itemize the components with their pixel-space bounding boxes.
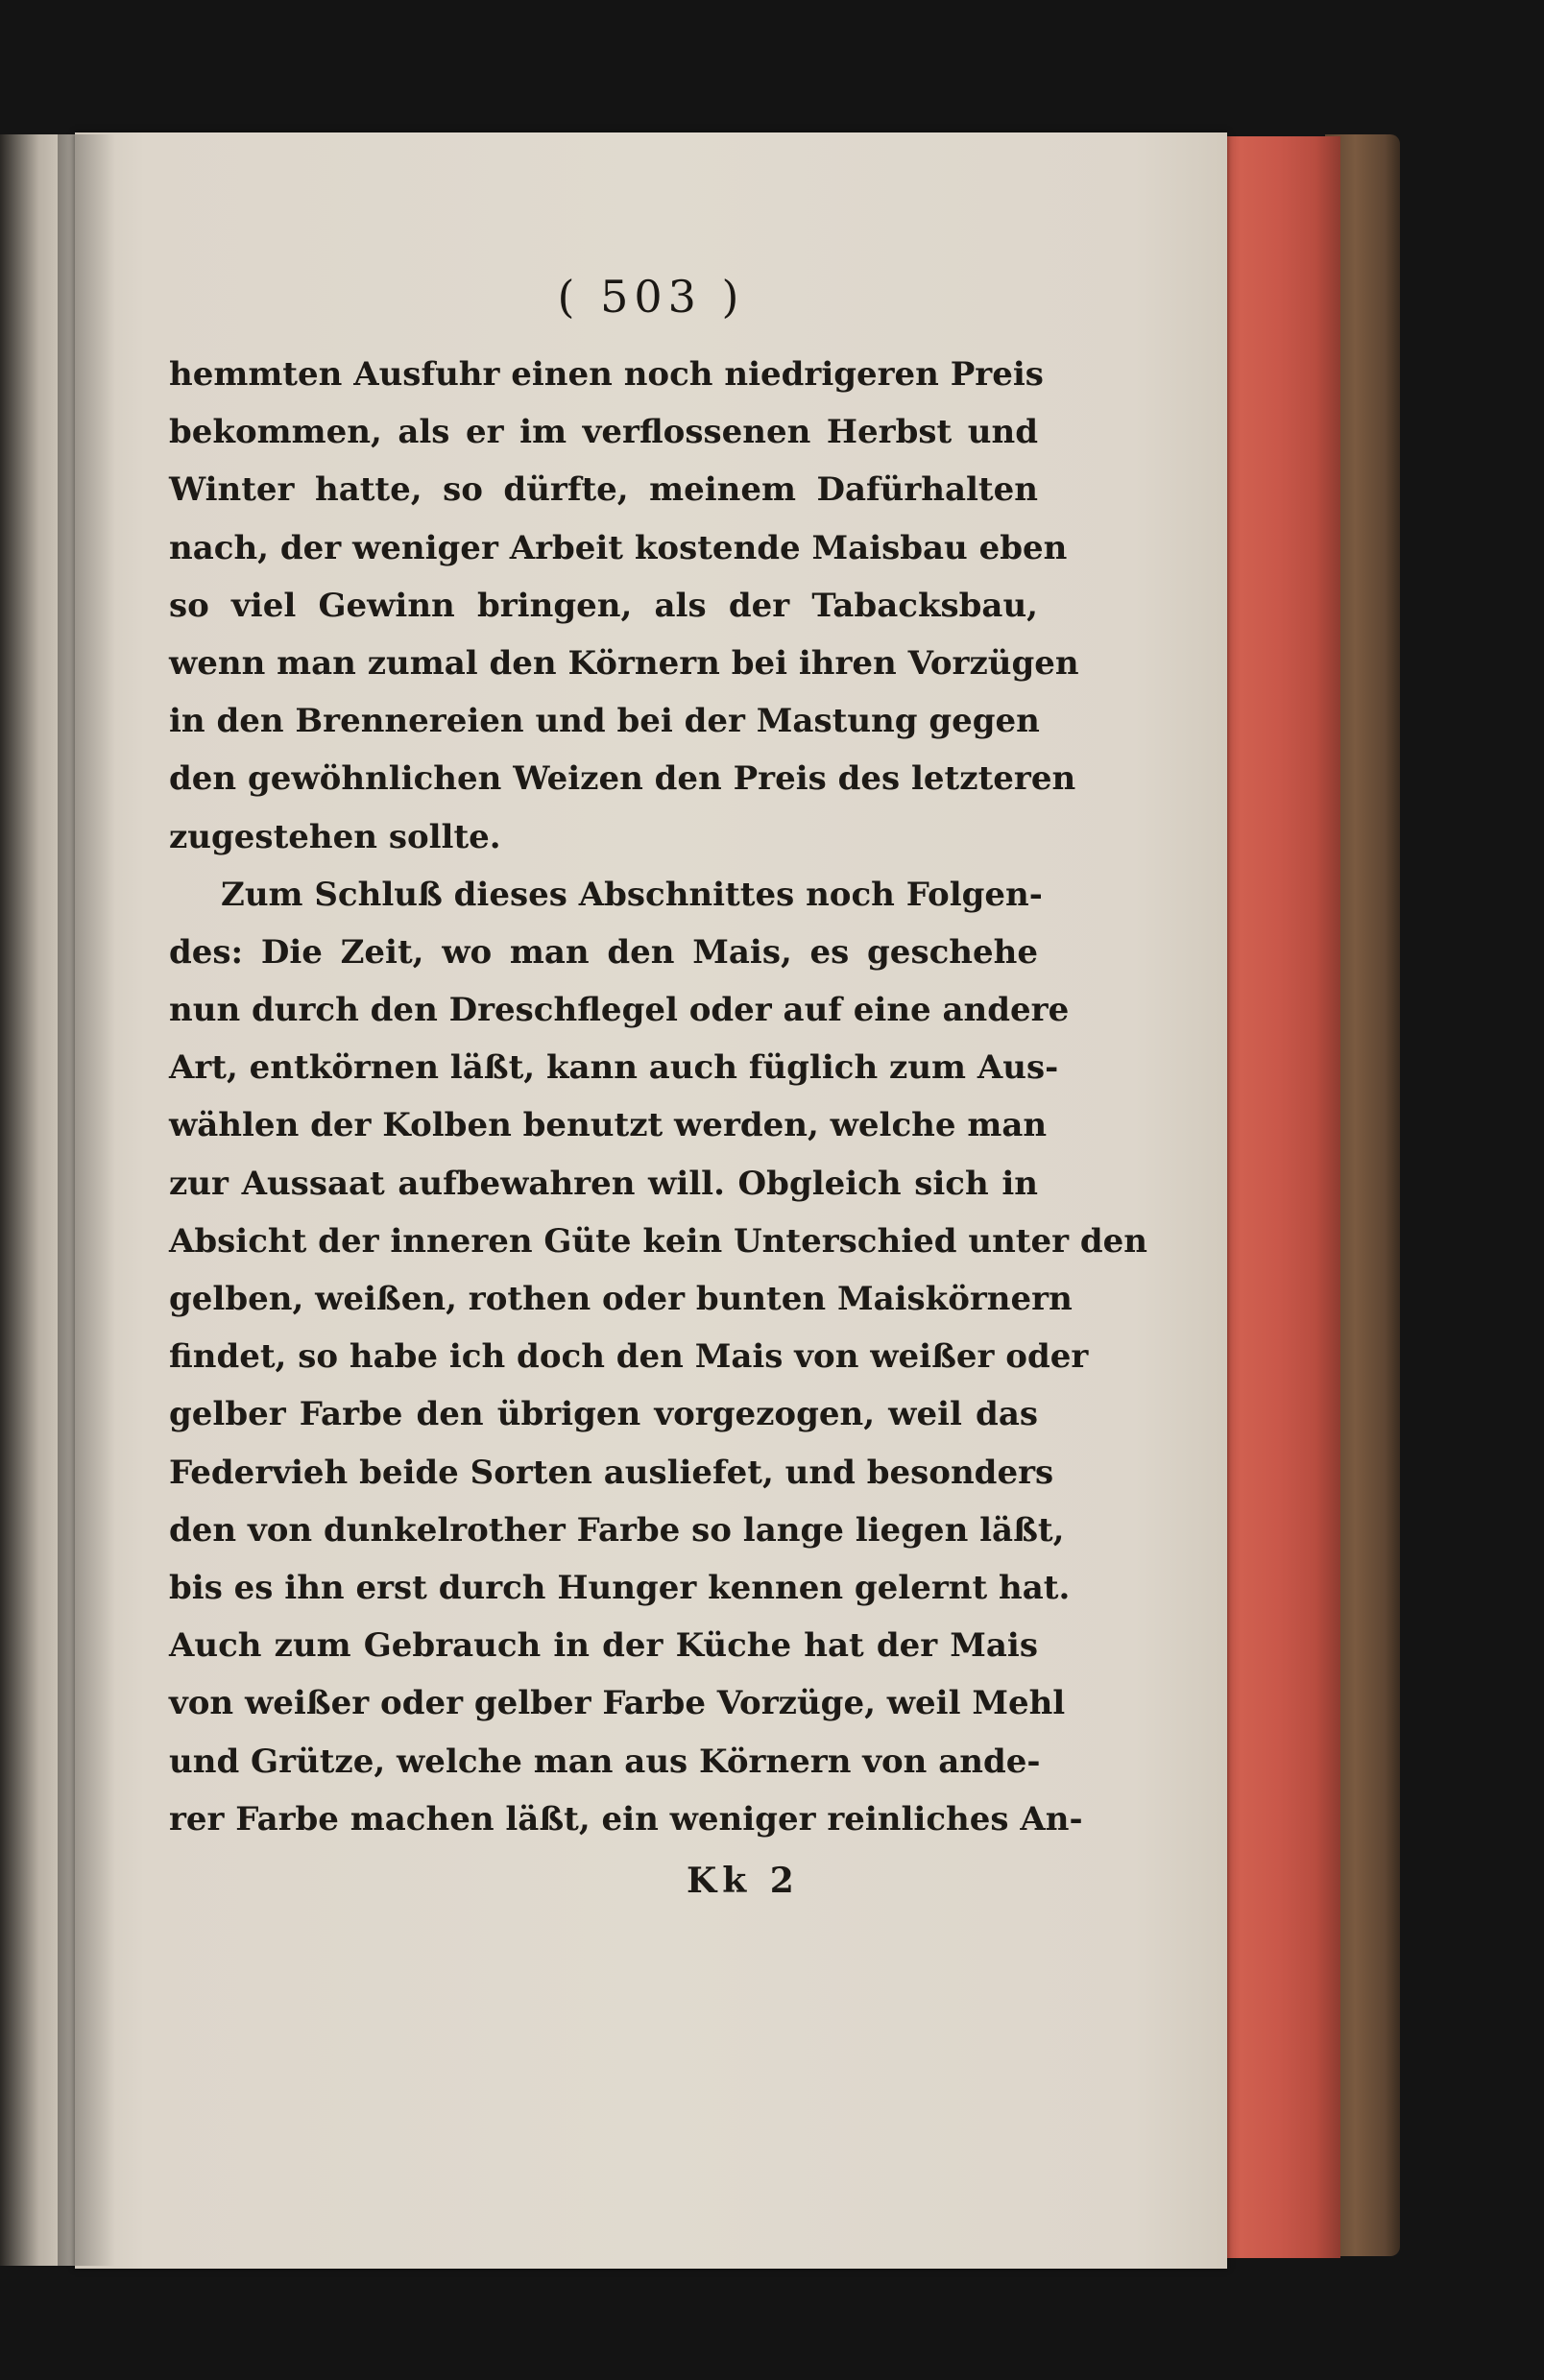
text-line: nun durch den Dreschflegel oder auf eine andere bbox=[169, 991, 1070, 1030]
text-line: Winter hatte, so dürfte, meinem Dafürhalten bbox=[169, 470, 1038, 510]
text-line: gelber Farbe den übrigen vorgezogen, weil das bbox=[169, 1395, 1038, 1434]
text-line: nach, der weniger Arbeit kostende Maisbau eben bbox=[169, 528, 1068, 567]
text-line: Auch zum Gebrauch in der Küche hat der Mais bbox=[169, 1626, 1038, 1666]
text-line: hemmten Ausfuhr einen noch niedrigeren Preis bbox=[169, 355, 1044, 394]
text-line: wenn man zumal den Körnern bei ihren Vorzügen bbox=[169, 643, 1079, 683]
text-line: wählen der Kolben benutzt werden, welche man bbox=[169, 1106, 1048, 1145]
body-text bbox=[169, 346, 1148, 1848]
text-line: von weißer oder gelber Farbe Vorzüge, weil Mehl bbox=[169, 1684, 1066, 1723]
gutter-shadow bbox=[58, 134, 115, 2266]
text-line: rer Farbe machen läßt, ein weniger reinliches An- bbox=[169, 1799, 1083, 1839]
text-line: Absicht der inneren Güte kein Unterschied unter den bbox=[169, 1221, 1148, 1261]
text-line: so viel Gewinn bringen, als der Tabacksbau, bbox=[169, 586, 1038, 625]
page-header: ( 503 ) bbox=[557, 271, 745, 323]
text-line: zugestehen sollte. bbox=[169, 817, 501, 856]
text-line: bis es ihn erst durch Hunger kennen gelernt hat. bbox=[169, 1568, 1071, 1607]
red-page-block-edge bbox=[1216, 136, 1340, 2258]
text-line: zur Aussaat aufbewahren will. Obgleich sich in bbox=[169, 1164, 1038, 1203]
text-line: bekommen, als er im verflossenen Herbst und bbox=[169, 413, 1038, 452]
printer-signature-mark: Kk 2 bbox=[687, 1861, 800, 1901]
text-line: Federvieh beide Sorten ausliefet, und besonders bbox=[169, 1453, 1054, 1492]
text-line: in den Brennereien und bei der Mastung gegen bbox=[169, 702, 1040, 741]
text-line: Art, entkörnen läßt, kann auch füglich zum Aus- bbox=[169, 1048, 1059, 1088]
text-line: und Grütze, welche man aus Körnern von ande- bbox=[169, 1742, 1041, 1781]
text-line: findet, so habe ich doch den Mais von weißer oder bbox=[169, 1337, 1089, 1377]
text-line: gelben, weißen, rothen oder bunten Maiskörnern bbox=[169, 1280, 1073, 1318]
text-line: den von dunkelrother Farbe so lange liegen läßt, bbox=[169, 1510, 1065, 1550]
text-line: den gewöhnlichen Weizen den Preis des letzteren bbox=[169, 759, 1076, 799]
text-line: Zum Schluß dieses Abschnittes noch Folgen- bbox=[221, 875, 1043, 914]
text-line: des: Die Zeit, wo man den Mais, es geschehe bbox=[169, 932, 1038, 972]
